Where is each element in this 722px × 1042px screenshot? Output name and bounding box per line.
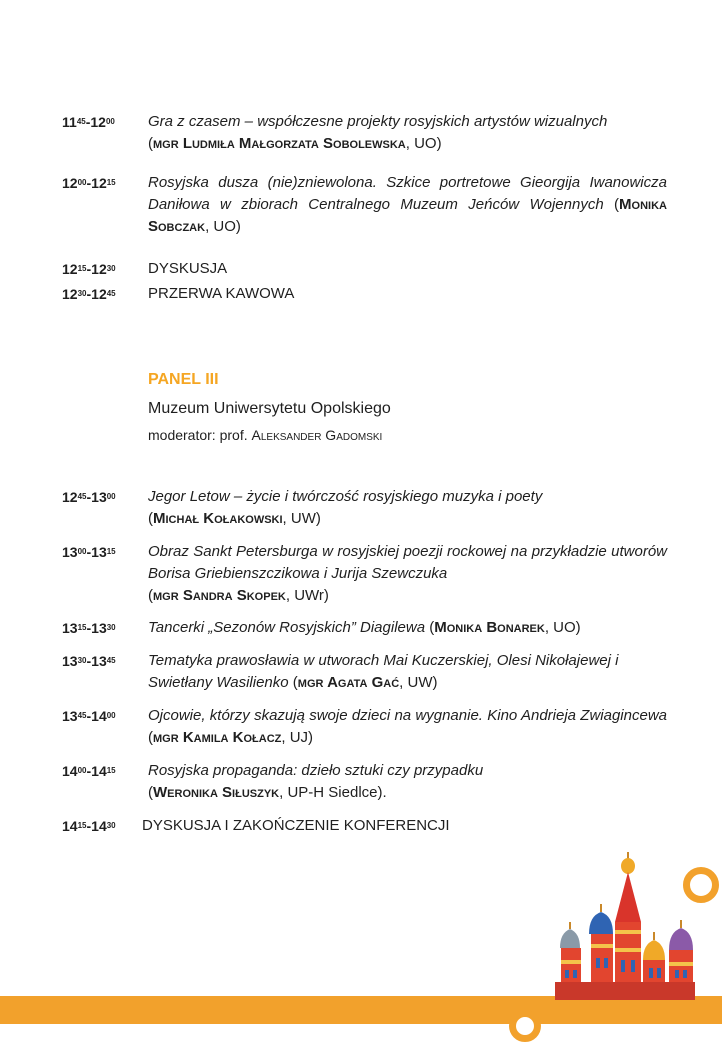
session-label: PRZERWA KAWOWA <box>148 285 295 302</box>
program-page: $11^{45}-12^{00}$ Gra z czasem – współczesne projekty rosyjskich artystów wizualnych (mgr Ludmiła Małgorzata Sobolewska, UO) $12^{00}-12^{15}$ Rosyjska dusza (nie)zniewolona. Szkice portretowe Gieorgija Iwanowicza Daniłowa w zbiorach Centralnego Muzeum Jeńców Wojennych (Monika Sobczak, UO) $12^{15}-12^{30}$ DYSKUSJA $12^{30}-12^{45}$ PRZERWA KAWOWA PANEL III Muzeum Uniwersytetu Opolskiego moderator: prof. Aleksander Gadomski $12^{45}-13^{00}$ Jegor Letow – życie i twórczość rosyjskiego muzyka i poety (Michał Kołakowski, UW) $13^{00}-13^{15}$ Obraz Sankt Petersburga w rosyjskiej poezji rockowej na przykładzie utworów Borisa Griebienszczikowa i Jurija Szewczuka (mgr Sandra Skopek, UWr) $13^{15}-13^{30}$ Tancerki „Sezonów Rosyjskich” Diagilewa (Monika Bonarek, UO) $13^{30}-13^{45}$ Tematyka prawosławia w utworach Mai Kuczerskiej, Olesi Nikołajewej i Swietłany Wasilienko (mgr Agata Gać, UW) $13^{45}-14^{00}$ Ojcowie, którzy skazują swoje dzieci na wygnanie. Kino Andrieja Zwiagincewa (mgr Kamila Kołacz, UJ) $14^{00}-14^{15}$ Rosyjska propaganda: dzieło sztuki czy przypadku (Weronika Siłuszyk, UP-H Siedlce). $14^{15}-14^{30}$ DYSKUSJA I ZAKOŃCZENIE KONFERENCJI <box>0 0 722 1024</box>
talk-title: Jegor Letow – życie i twórczość rosyjskiego muzyka i poety <box>148 488 543 505</box>
panel-moderator <box>148 427 382 443</box>
affiliation: , UP-H Siedlce). <box>279 784 387 801</box>
speaker-name: mgr Agata Gać <box>297 674 400 691</box>
talk-title: Tematyka prawosławia w utworach Mai Kuczerskiej, Olesi Nikołajewej i Swietłany Wasilienko <box>148 652 619 691</box>
talk-title: Rosyjska dusza (nie)zniewolona. Szkice portretowe Gieorgija Iwanowicza Daniłowa w zbiorach Centralnego Muzeum Jeńców Wojennych <box>148 174 667 213</box>
session-label: DYSKUSJA I ZAKOŃCZENIE KONFERENCJI <box>142 817 450 834</box>
speaker-name: Michał Kołakowski <box>153 510 283 527</box>
affiliation: , UW) <box>399 674 438 691</box>
affiliation: , UO) <box>405 135 442 152</box>
affiliation: , UO) <box>544 619 581 636</box>
affiliation: , UWr) <box>285 587 329 604</box>
talk-title: Gra z czasem – współczesne projekty rosyjskich artystów wizualnych <box>148 113 608 130</box>
panel-title: PANEL III <box>148 371 219 388</box>
affiliation: , UW) <box>282 510 321 527</box>
time-range: $12^{00}-12^{15}$ <box>62 175 116 191</box>
talk-title: Tancerki „Sezonów Rosyjskich” Diagilewa <box>148 619 426 636</box>
talk-title: Ojcowie, którzy skazują swoje dzieci na wygnanie. Kino Andrieja Zwiagincewa <box>148 707 667 724</box>
footer-bar <box>0 996 722 1024</box>
time-range: $12^{30}-12^{45}$ <box>62 286 116 302</box>
ring-decoration <box>509 1010 541 1042</box>
time-range: $11^{45}-12^{00}$ <box>62 114 115 130</box>
speaker-name: mgr Sandra Skopek <box>153 587 286 604</box>
st-basils-cathedral-icon <box>555 850 695 1000</box>
speaker-name: Monika Sobczak <box>148 196 667 235</box>
speaker-name: Weronika Siłuszyk <box>153 784 280 801</box>
panel-venue: Muzeum Uniwersytetu Opolskiego <box>148 400 391 417</box>
moderator-name: Aleksander Gadomski <box>251 427 383 443</box>
talk-title: Rosyjska propaganda: dzieło sztuki czy przypadku <box>148 762 484 779</box>
time-range: $14^{00}-14^{15}$ <box>62 763 116 779</box>
moderator-prefix: moderator: prof. <box>148 427 248 443</box>
time-range: $13^{45}-14^{00}$ <box>62 708 116 724</box>
time-range: $14^{15}-14^{30}$ <box>62 818 116 834</box>
talk-title: Obraz Sankt Petersburga w rosyjskiej poezji rockowej na przykładzie utworów Borisa Griebienszczikowa i Jurija Szewczuka <box>148 543 667 582</box>
speaker-name: mgr Ludmiła Małgorzata Sobolewska <box>153 135 406 152</box>
time-range: $13^{00}-13^{15}$ <box>62 544 116 560</box>
affiliation: , UJ) <box>281 729 314 746</box>
speaker-name: Monika Bonarek <box>434 619 545 636</box>
time-range: $12^{15}-12^{30}$ <box>62 261 116 277</box>
affiliation: , UO) <box>205 218 241 235</box>
time-range: $13^{30}-13^{45}$ <box>62 653 116 669</box>
time-range: $13^{15}-13^{30}$ <box>62 620 116 636</box>
session-label: DYSKUSJA <box>148 260 228 277</box>
time-range: $12^{45}-13^{00}$ <box>62 489 116 505</box>
speaker-name: mgr Kamila Kołacz <box>153 729 282 746</box>
